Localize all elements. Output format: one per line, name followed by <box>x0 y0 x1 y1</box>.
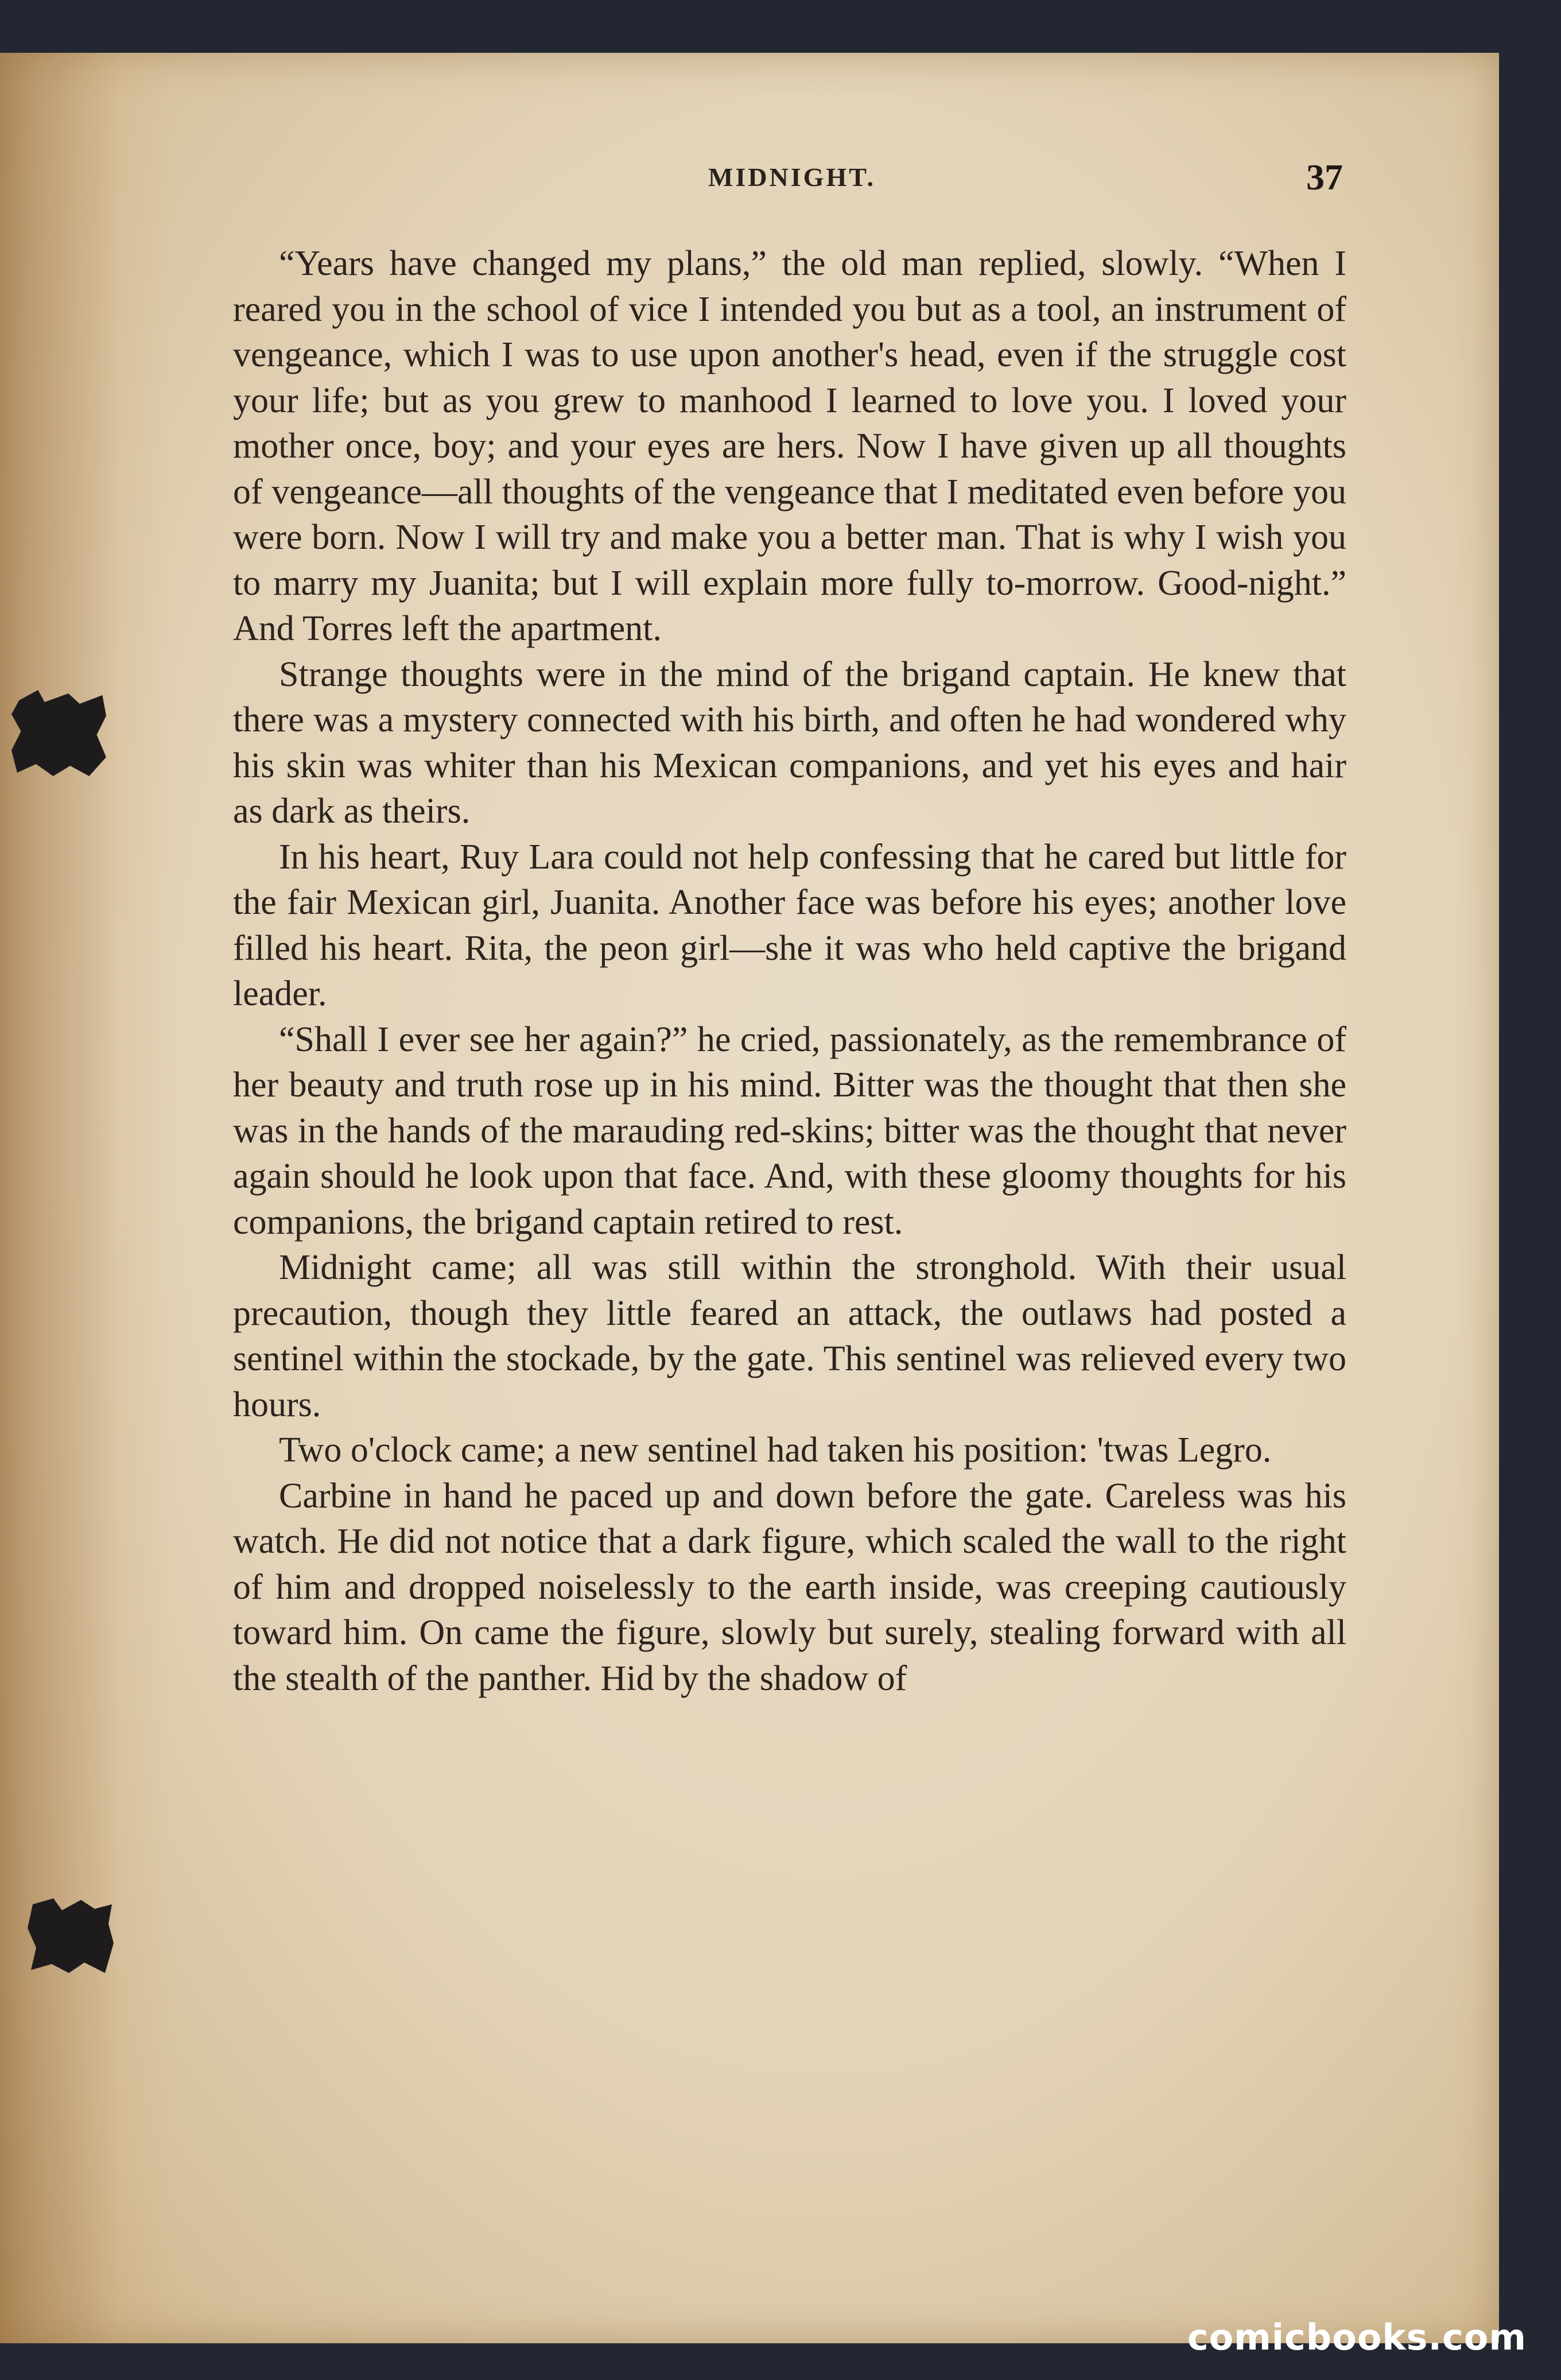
binding-tear-mark <box>11 690 106 776</box>
paragraph: Carbine in hand he paced up and down before the gate. Careless was his watch. He did not notice that a dark figure, which scaled the wall to the right of him and dropped noiselessly to the earth inside, was creeping cautiously toward him. On came the figure, slowly but surely, stealing forward with all the stealth of the panther. Hid by the shadow of <box>233 1476 1346 1698</box>
running-head: MIDNIGHT. <box>708 162 876 192</box>
paragraph: Midnight came; all was still within the stronghold. With their usual precaution, though they little feared an attack, the outlaws had posted a sentinel within the stockade, by the gate. This sentinel was relieved every two hours. <box>233 1248 1346 1424</box>
page-number: 37 <box>1306 157 1343 197</box>
binding-tear-mark <box>28 1898 114 1973</box>
paragraph: “Shall I ever see her again?” he cried, passionately, as the remembrance of her beauty and truth rose up in his mind. Bitter was the thought that then she was in the hands of the marauding red-skins; bitter was the thought that never again should he look upon that face. And, with these gloomy thoughts for his companions, the brigand captain retired to rest. <box>233 1020 1346 1242</box>
paragraph: “Years have changed my plans,” the old man replied, slowly. “When I reared you in the school of vice I intended you but as a tool, an instrument of vengeance, which I was to use upon another's head, even if the struggle cost your life; but as you grew to manhood I learned to love you. I loved your mother once, boy; and your eyes are hers. Now I have given up all thoughts of vengeance—all thoughts of the vengeance that I meditated even before you were born. Now I will try and make you a better man. That is why I wish you to marry my Juanita; but I will explain more fully to-morrow. Good-night.” And Torres left the apartment. <box>233 244 1346 648</box>
page-header <box>241 157 1343 202</box>
paragraph: Strange thoughts were in the mind of the brigand captain. He knew that there was a mystery connected with his birth, and often he had wondered why his skin was whiter than his Mexican companions, and yet his eyes and hair as dark as theirs. <box>233 654 1346 831</box>
paragraph: Two o'clock came; a new sentinel had taken his position: 'twas Legro. <box>279 1431 1272 1470</box>
site-watermark: comicbooks.com <box>1187 2316 1527 2358</box>
body-text <box>233 241 1346 1701</box>
paragraph: In his heart, Ruy Lara could not help confessing that he cared but little for the fair Mexican girl, Juanita. Another face was before his eyes; another love filled his heart. Rita, the peon girl—she it was who held captive the brigand leader. <box>233 837 1346 1013</box>
